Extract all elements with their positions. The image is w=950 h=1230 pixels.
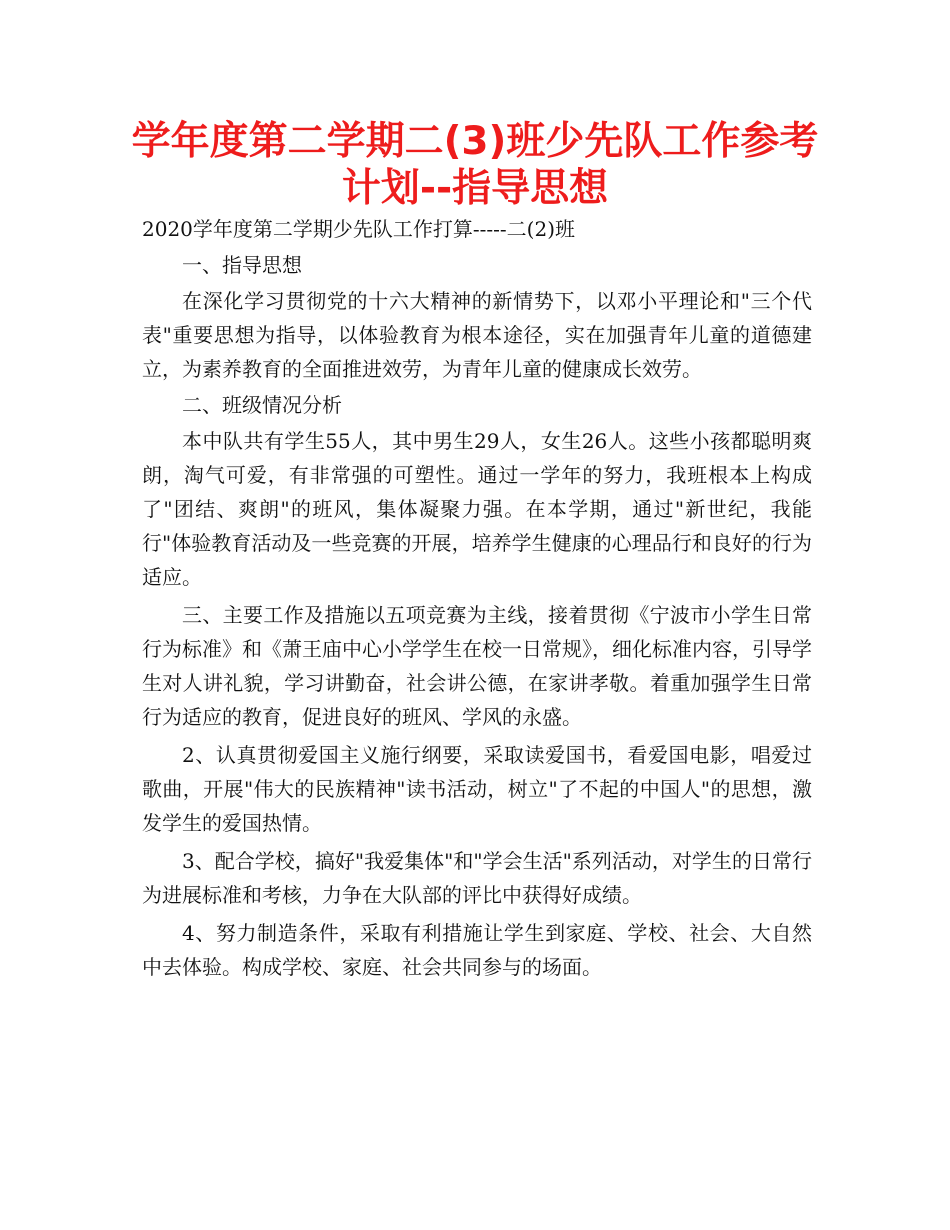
paragraph-main-work: 三、主要工作及措施以五项竞赛为主线，接着贯彻《宁波市小学生日常行为标准》和《萧王庙中心小学学生在校一日常规》，细化标准内容，引导学生对人讲礼貌，学习讲勤奋，社会讲公德，在家讲孝敬。着重加强学生日常行为适应的教育，促进良好的班风、学风的永盛。 (142, 603, 812, 729)
document-body (142, 212, 812, 986)
paragraph-guiding-ideology: 在深化学习贯彻党的十六大精神的新情势下，以邓小平理论和"三个代表"重要思想为指导，以体验教育为根本途径，实在加强青年儿童的道德建立，为素养教育的全面推进效劳，为青年儿童的健康成长效劳。 (142, 289, 812, 381)
paragraph-cooperation: 3、配合学校，搞好"我爱集体"和"学会生活"系列活动，对学生的日常行为进展标准和考核，力争在大队部的评比中获得好成绩。 (142, 849, 812, 907)
paragraph-conditions: 4、努力制造条件，采取有利措施让学生到家庭、学校、社会、大自然中去体验。构成学校、家庭、社会共同参与的场面。 (142, 921, 812, 979)
paragraph-class-analysis: 本中队共有学生55人，其中男生29人，女生26人。这些小孩都聪明爽朗，淘气可爱，有非常强的可塑性。通过一学年的努力，我班根本上构成了"团结、爽朗"的班风，集体凝聚力强。在本学期，通过"新世纪，我能行"体验教育活动及一些竞赛的开展，培养学生健康的心理品行和良好的行为适应。 (142, 429, 812, 589)
document-subtitle: 2020学年度第二学期少先队工作打算-----二(2)班 (142, 217, 576, 241)
paragraph-patriotism: 2、认真贯彻爱国主义施行纲要，采取读爱国书，看爱国电影，唱爱过歌曲，开展"伟大的民族精神"读书活动，树立"了不起的中国人"的思想，激发学生的爱国热情。 (142, 743, 812, 835)
document-title: 学年度第二学期二(3)班少先队工作参考计划--指导思想 (131, 119, 819, 211)
section-heading-guiding-ideology: 一、指导思想 (182, 253, 302, 277)
section-heading-class-analysis: 二、班级情况分析 (182, 393, 342, 417)
